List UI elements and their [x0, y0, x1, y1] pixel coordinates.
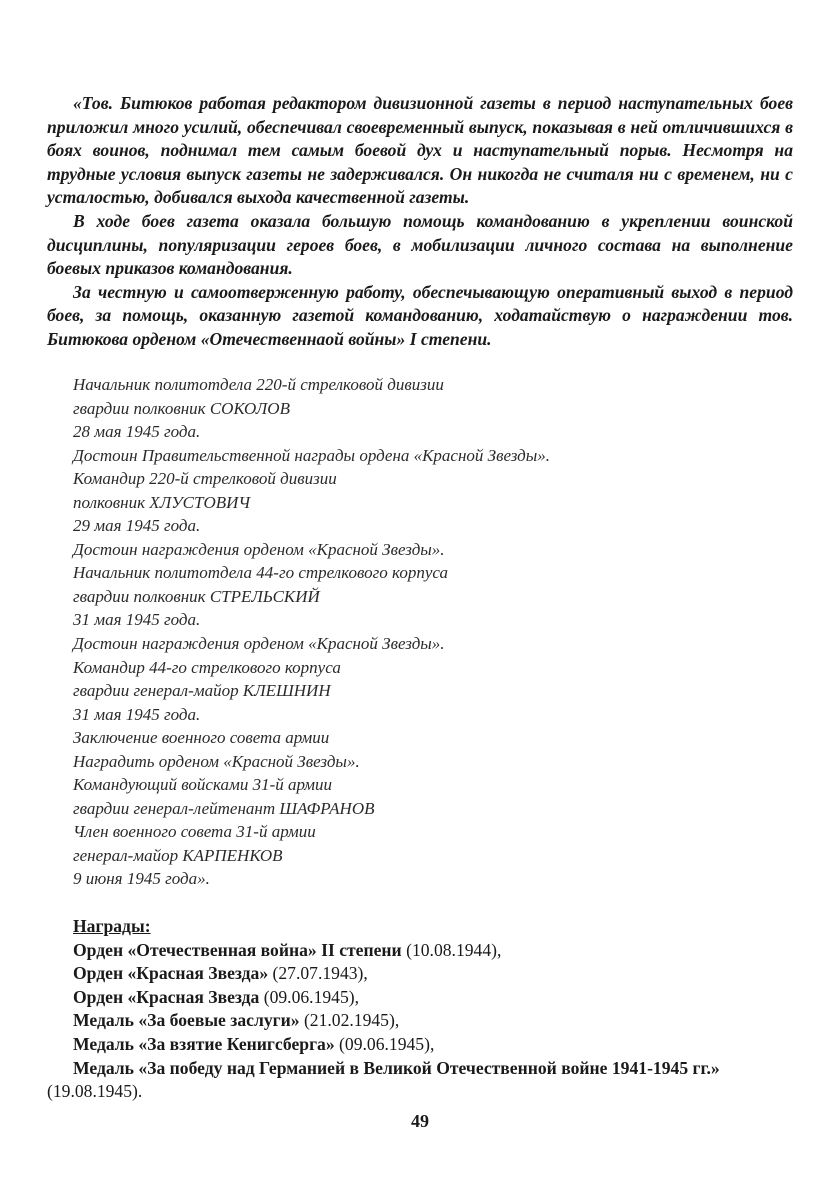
signature-line: гвардии полковник СТРЕЛЬСКИЙ [73, 586, 320, 606]
page-number: 49 [411, 1111, 429, 1131]
award-item [47, 986, 793, 1010]
awards-section [47, 915, 793, 1104]
signature-line: 29 мая 1945 года. [73, 516, 201, 536]
award-date: (09.06.1945), [259, 986, 360, 1007]
signature-line: полковник ХЛУСТОВИЧ [73, 492, 251, 512]
signature-line: Начальник политотдела 44-го стрелкового корпуса [73, 563, 448, 583]
signature-line: генерал-майор КАРПЕНКОВ [73, 845, 283, 865]
signature-line: Заключение военного совета армии [73, 728, 330, 748]
award-item [47, 1057, 793, 1104]
signature-line: Достоин награждения орденом «Красной Звезды». [73, 634, 445, 654]
signature-line: 31 мая 1945 года. [73, 610, 201, 630]
award-name: Орден «Отечественная война» II степени [73, 939, 402, 960]
signature-line: Начальник политотдела 220-й стрелковой дивизии [73, 375, 444, 394]
signature-block [73, 373, 793, 891]
award-name: Медаль «За боевые заслуги» [73, 1010, 300, 1031]
signature-line: гвардии генерал-майор КЛЕШНИН [73, 681, 331, 701]
citation-paragraph: «Тов. Битюков работая редактором дивизионной газеты в период наступательных боев приложил много усилий, обеспечивал своевременный выпуск, показывая в ней отличившихся в боях воинов, поднимал тем самым боевой дух и наступательный порыв. Несмотря на трудные условия выпуск газеты не задерживался. Он никогда не считаля ни с временем, ни с усталостью, добивался выхода качественной газеты. [47, 93, 793, 208]
award-item [47, 1009, 793, 1033]
award-date: (10.08.1944), [401, 939, 502, 960]
signature-line: Достоин награждения орденом «Красной Звезды». [73, 539, 445, 559]
signature-line: Наградить орденом «Красной Звезды». [73, 751, 360, 771]
award-name: Орден «Красная Звезда [73, 986, 260, 1007]
award-date: (19.08.1945). [47, 1081, 143, 1102]
award-item [47, 962, 793, 986]
citation-paragraph: За честную и самоотверженную работу, обеспечывающую оперативный выход в период боев, за помощь, оказанную газетой командованию, ходатайствую о награждении тов. Битюкова орденом «Отечественнаой войны» I степени. [47, 281, 793, 349]
signature-line: 28 мая 1945 года. [73, 422, 201, 442]
award-date: (27.07.1943), [268, 963, 368, 984]
award-item [47, 1033, 793, 1057]
award-date: (21.02.1945), [299, 1010, 400, 1031]
signature-line: 31 мая 1945 года. [73, 704, 201, 724]
award-citation [47, 92, 793, 352]
signature-line: Командующий войсками 31-й армии [73, 775, 333, 795]
signature-line: Командир 220-й стрелковой дивизии [73, 469, 337, 489]
signature-line: гвардии генерал-лейтенант ШАФРАНОВ [73, 798, 375, 818]
citation-paragraph: В ходе боев газета оказала большую помощь командованию в укреплении воинской дисциплины, популяризации героев боев, в мобилизации личного состава на выполнение боевых приказов командования. [47, 210, 793, 279]
awards-heading: Награды: [73, 916, 151, 936]
award-name: Медаль «За победу над Германией в Великой Отечественной войне 1941-1945 гг.» [73, 1057, 720, 1078]
award-item [47, 939, 793, 963]
signature-line: Член военного совета 31-й армии [73, 822, 316, 842]
award-date: (09.06.1945), [334, 1033, 435, 1054]
award-name: Орден «Красная Звезда» [73, 963, 269, 984]
award-name: Медаль «За взятие Кенигсберга» [73, 1033, 335, 1054]
signature-line: 9 июня 1945 года». [73, 869, 210, 889]
signature-line: Командир 44-го стрелкового корпуса [73, 657, 341, 677]
signature-line: гвардии полковник СОКОЛОВ [73, 398, 290, 418]
signature-line: Достоин Правительственной награды ордена «Красной Звезды». [73, 445, 551, 465]
